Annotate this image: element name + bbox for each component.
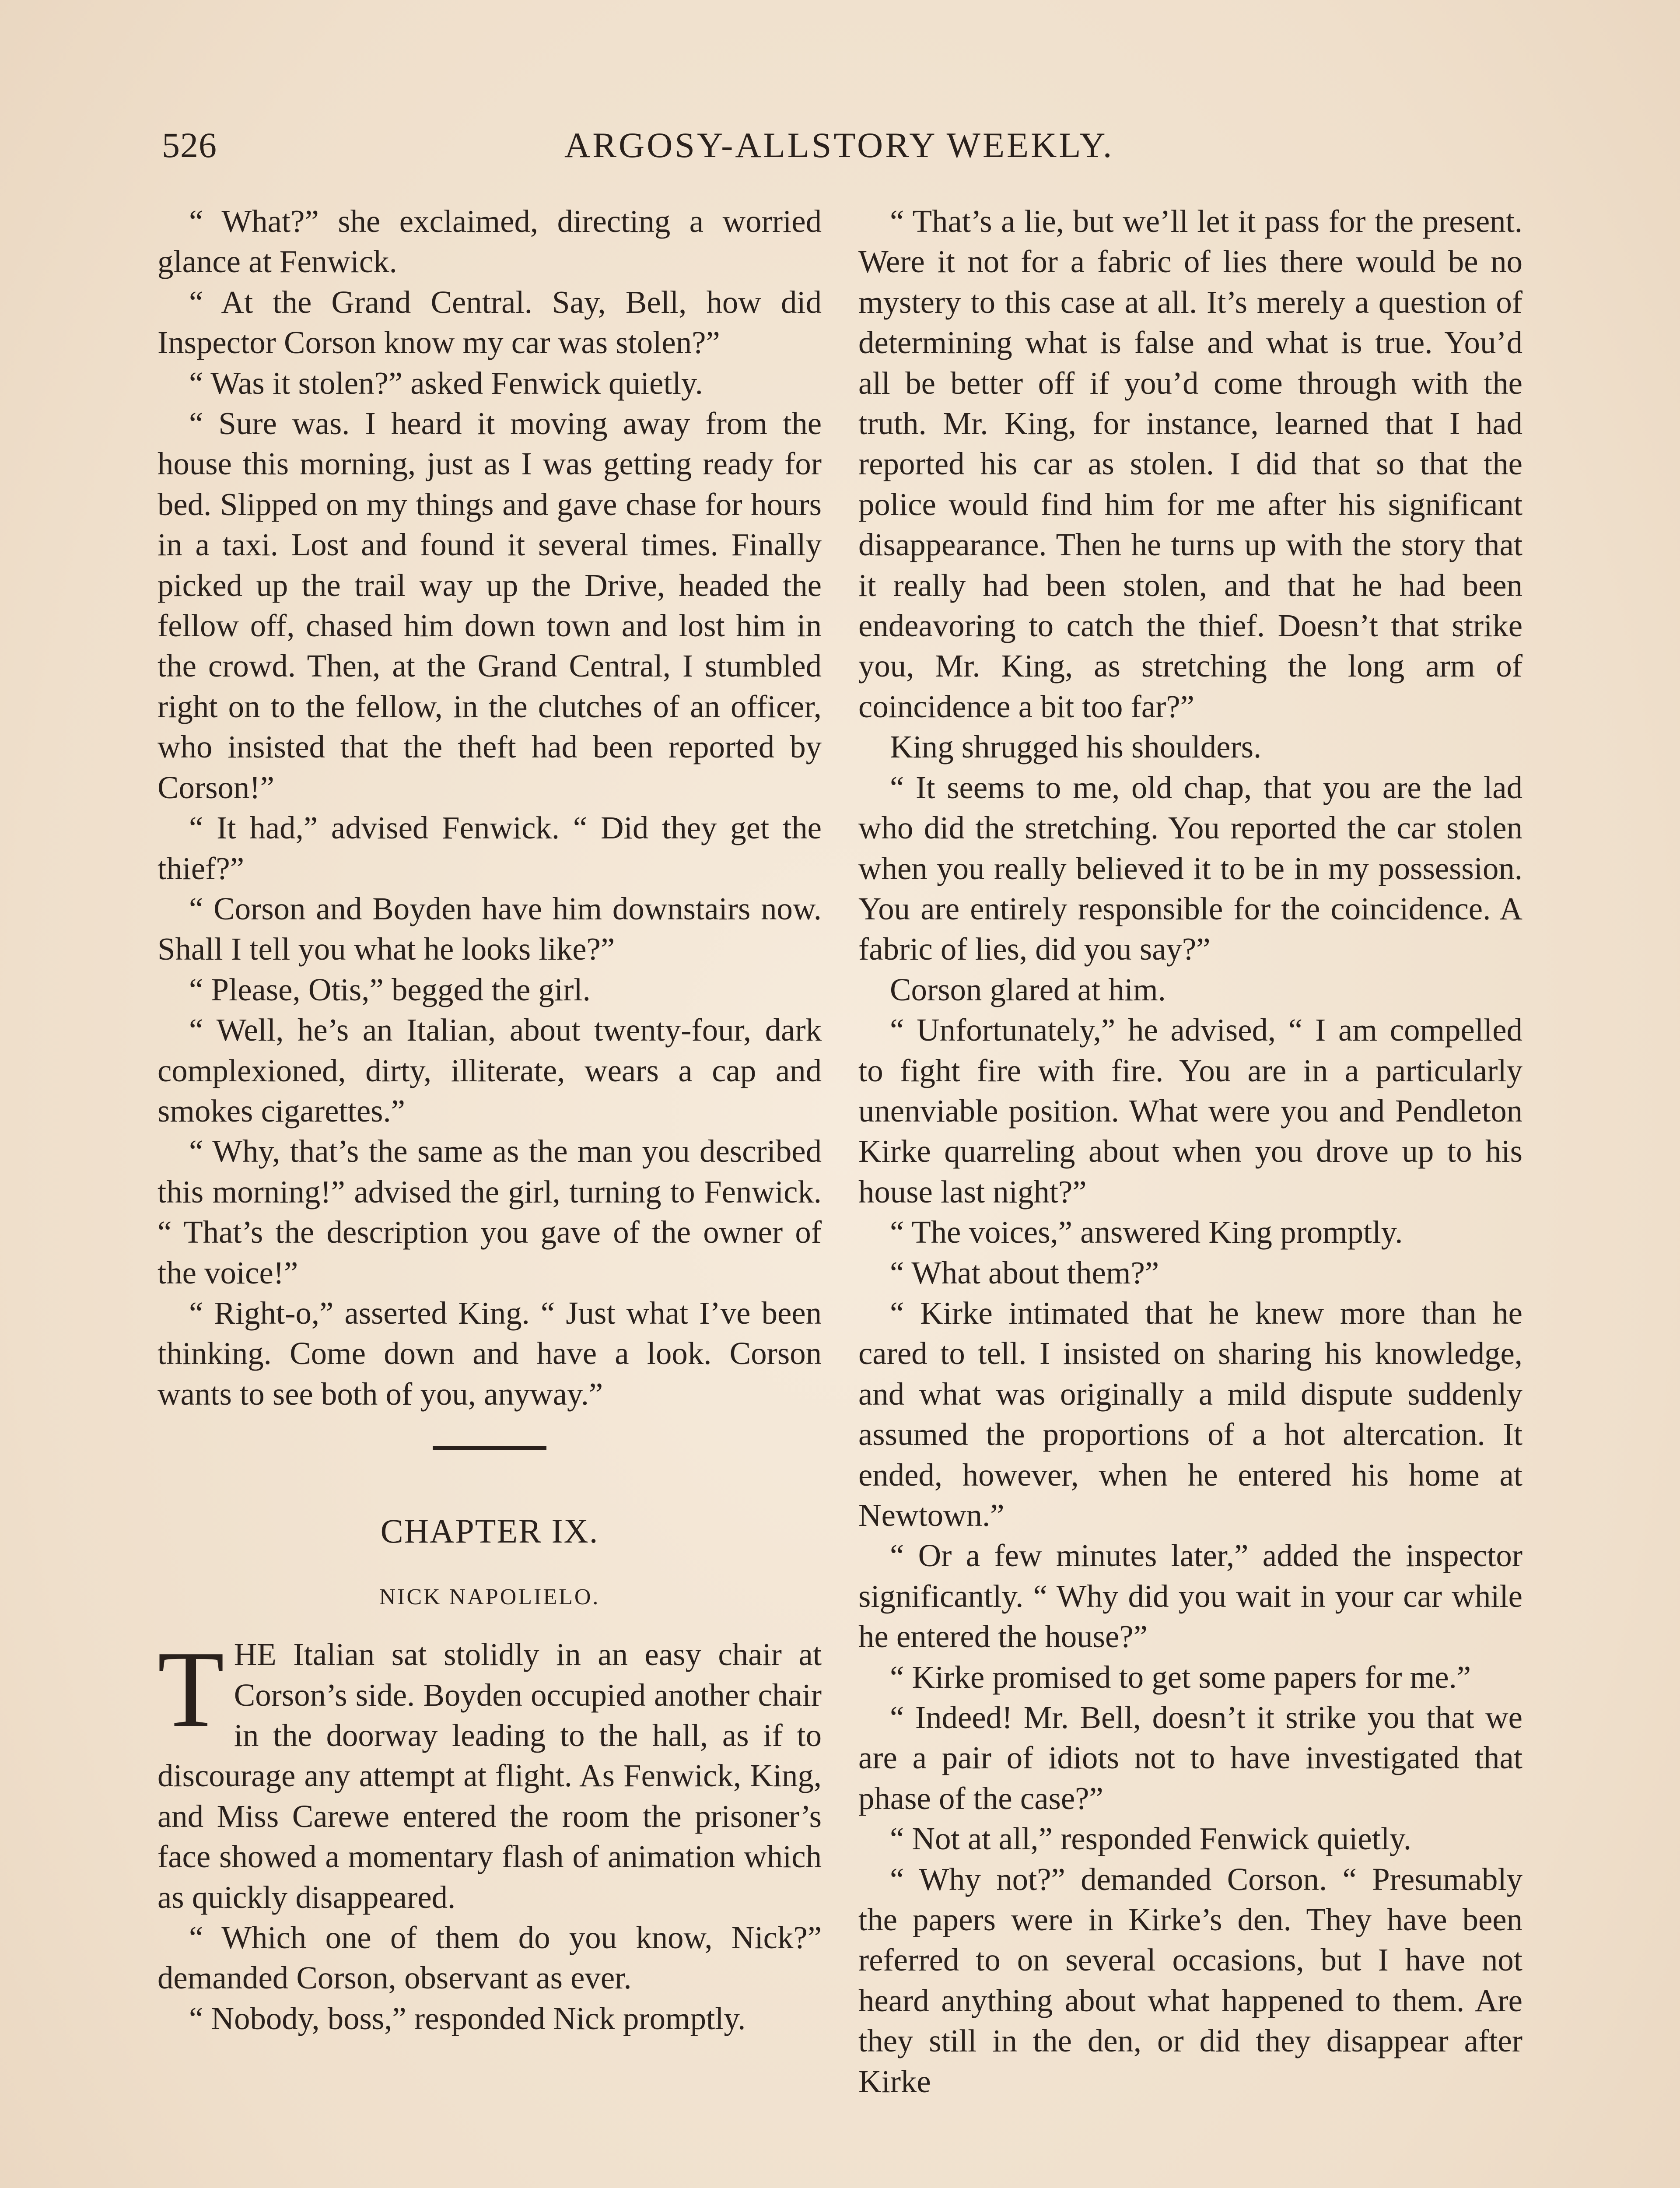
page-number: 526: [162, 125, 217, 165]
paragraph: “ Kirke promised to get some papers for me.”: [890, 1659, 1471, 1695]
paragraph: “ Was it stolen?” asked Fenwick quietly.: [189, 365, 703, 401]
paragraph: “ The voices,” answered King promptly.: [890, 1214, 1403, 1250]
paragraph: “ Please, Otis,” begged the girl.: [189, 971, 591, 1007]
paragraph: “ Well, he’s an Italian, about twenty-four, dark complexioned, dirty, illiterate, wears a cap and smokes cigarettes.”: [158, 1012, 822, 1129]
paragraph: King shrugged his shoulders.: [890, 729, 1262, 765]
running-head: ARGOSY-ALLSTORY WEEKLY.: [564, 125, 1114, 165]
paragraph: “ That’s a lie, but we’ll let it pass for the present. Were it not for a fabric of lies there would be no mystery to this case at all. It’s merely a question of determining what is false and what is true. You’d all be better off if you’d come through with the truth. Mr. King, for instance, learned that I had reported his car as stolen. I did that so that the police would find him for me after his significant disappearance. Then he turns up with the story that it really had been stolen, and that he had been endeavoring to catch the thief. Doesn’t that strike you, Mr. King, as stretching the long arm of coincidence a bit too far?”: [858, 203, 1522, 724]
paragraph: “ What about them?”: [890, 1255, 1159, 1290]
paragraph: “ Right-o,” asserted King. “ Just what I’ve been thinking. Come down and have a look. Corson wants to see both of you, anyway.”: [158, 1295, 822, 1412]
paragraph: “ Kirke intimated that he knew more than he cared to tell. I insisted on sharing his knowledge, and what was originally a mild dispute suddenly assumed the proportions of a hot altercation. It ended, however, when he entered his home at Newtown.”: [858, 1295, 1522, 1533]
chapter-opening-paragraph: [158, 1629, 822, 1918]
paragraph: “ Which one of them do you know, Nick?” demanded Corson, observant as ever.: [158, 1920, 822, 1996]
paragraph: “ Not at all,” responded Fenwick quietly.: [890, 1821, 1412, 1857]
paragraph: “ Indeed! Mr. Bell, doesn’t it strike you that we are a pair of idiots not to have investigated that phase of the case?”: [858, 1700, 1522, 1816]
paragraph: “ Or a few minutes later,” added the inspector significantly. “ Why did you wait in your car while he entered the house?”: [858, 1538, 1522, 1655]
paragraph: “ It seems to me, old chap, that you are the lad who did the stretching. You reported the car stolen when you really believed it to be in my possession. You are entirely responsible for the coincidence. A fabric of lies, did you say?”: [858, 769, 1522, 967]
paragraph: “ At the Grand Central. Say, Bell, how did Inspector Corson know my car was stolen?”: [158, 284, 822, 361]
paragraph: “ Unfortunately,” he advised, “ I am compelled to fight fire with fire. You are in a particularly unenviable position. What were you and Pendleton Kirke quarreling about when you drove up to his house last night?”: [858, 1012, 1522, 1210]
right-column: [858, 201, 1522, 2102]
paragraph: “ Nobody, boss,” responded Nick promptly.: [189, 2000, 746, 2036]
section-rule: [433, 1446, 546, 1450]
paragraph: “ What?” she exclaimed, directing a worried glance at Fenwick.: [158, 203, 822, 280]
paragraph: “ Why, that’s the same as the man you described this morning!” advised the girl, turning to Fenwick. “ That’s the description you gave of the owner of the voice!”: [158, 1133, 822, 1290]
paragraph: Corson glared at him.: [890, 971, 1166, 1007]
paragraph: “ Sure was. I heard it moving away from the house this morning, just as I was getting ready for bed. Slipped on my things and gave chase for hours in a taxi. Lost and found it several times. Finally picked up the trail way up the Drive, headed the fellow off, chased him down town and lost him in the crowd. Then, at the Grand Central, I stumbled right on to the fellow, in the clutches of an officer, who insisted that the theft had been reported by Corson!”: [158, 406, 822, 805]
chapter-subtitle: NICK NAPOLIELO.: [379, 1585, 600, 1610]
drop-cap: T: [158, 1629, 224, 1750]
paragraph: “ It had,” advised Fenwick. “ Did they get the thief?”: [158, 810, 822, 886]
opening-text: HE Italian sat stolidly in an easy chair at Corson’s side. Boyden occupied another chair in the doorway leading to the hall, as if to discourage any attempt at flight. As Fenwick, King, and Miss Carewe entered the room the prisoner’s face showed a momentary flash of animation which as quickly disappeared.: [158, 1637, 822, 1915]
chapter-title: CHAPTER IX.: [380, 1512, 599, 1550]
left-column: [158, 201, 822, 2039]
paragraph: “ Corson and Boyden have him downstairs now. Shall I tell you what he looks like?”: [158, 891, 822, 967]
paragraph: “ Why not?” demanded Corson. “ Presumably the papers were in Kirke’s den. They have been referred to on several occasions, but I have not heard anything about what happened to them. Are they still in the den, or did they disappear after Kirke: [858, 1861, 1522, 2099]
